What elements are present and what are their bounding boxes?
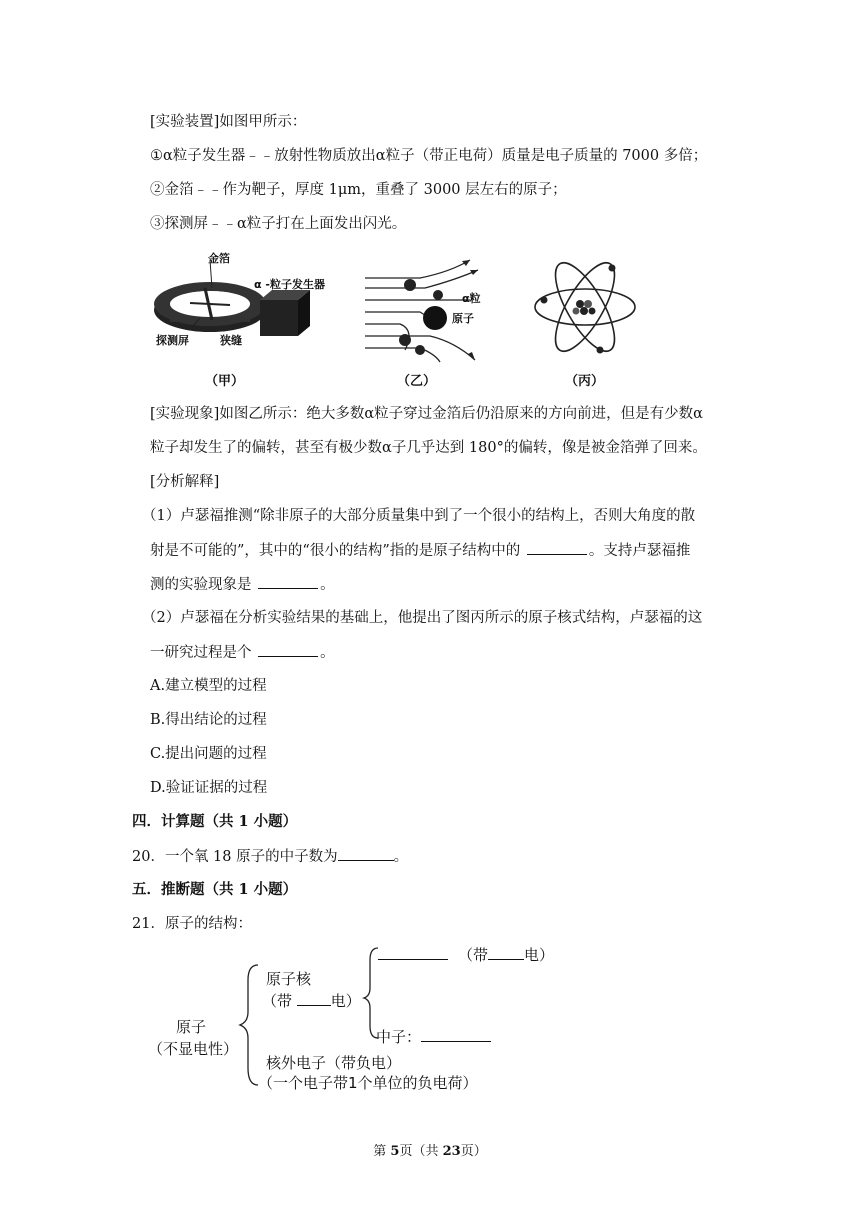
tree-electron-note: （一个电子带1个单位的负电荷） [258, 1074, 478, 1092]
question-20 [132, 846, 408, 867]
label-alpha: α粒 [462, 292, 481, 305]
question-20-text-a: 20．一个氧 18 原子的中子数为 [132, 849, 338, 865]
label-emitter: α -粒子发生器 [254, 278, 325, 291]
tree-atom-note: （不显电性） [148, 1040, 239, 1058]
tree-blank-proton-charge[interactable] [488, 945, 524, 960]
label-slit: 狭缝 [220, 334, 242, 347]
tree-blank-neutron[interactable] [421, 1027, 491, 1042]
tree-atom: 原子 [176, 1018, 207, 1036]
tree-nucleus: 原子核 [266, 970, 312, 988]
question-2-text-b: 。 [320, 645, 335, 661]
question-1-text-c: 测的实验现象是 [150, 577, 257, 593]
section-5-heading: 五．推断题（共 1 小题） [132, 881, 298, 898]
phenomenon-line-2: 粒子却发生了的偏转，甚至有极少数α子几乎达到 180°的偏转，像是被金箔弹了回来。 [150, 440, 707, 456]
tree-nucleus-charge-a: （带 [262, 992, 297, 1010]
figure-jia [150, 248, 350, 368]
question-1-line-3 [150, 574, 335, 595]
footer-text-c: 页） [460, 1144, 487, 1159]
tree-blank-proton-name[interactable] [378, 945, 448, 960]
tree-neutron-label: 中子： [376, 1028, 422, 1046]
question-1-text-d: 。 [320, 577, 335, 593]
setup-item-3: ③探测屏﹣﹣α粒子打在上面发出闪光。 [150, 216, 407, 232]
section-4-heading: 四．计算题（共 1 小题） [132, 813, 298, 830]
scattering-drawing [360, 250, 490, 365]
footer-text-b: 页（共 [399, 1144, 443, 1159]
question-1-text-a: 射是不可能的”，其中的“很小的结构”指的是原子结构中的 [150, 543, 525, 559]
tree-proton [378, 944, 554, 965]
option-d: D.验证证据的过程 [150, 780, 268, 796]
phenomenon-line-1: [实验现象]如图乙所示：绝大多数α粒子穿过金箔后仍沿原来的方向前进，但是有少数α [150, 406, 703, 422]
option-a: A.建立模型的过程 [150, 678, 267, 694]
caption-yi: （乙） [397, 374, 437, 389]
tree-neutron [376, 1026, 491, 1047]
footer-total: 23 [442, 1144, 461, 1159]
answer-blank-2[interactable] [258, 574, 318, 589]
atom-model-drawing [530, 250, 640, 365]
question-1-text-b: 。支持卢瑟福推 [588, 543, 691, 559]
question-1-line-1: （1）卢瑟福推测“除非原子的大部分质量集中到了一个很小的结构上，否则大角度的散 [142, 508, 696, 524]
answer-blank-4[interactable] [338, 846, 394, 861]
footer-text-a: 第 [373, 1144, 391, 1159]
apparatus-drawing [150, 248, 350, 368]
option-b: B.得出结论的过程 [150, 712, 267, 728]
setup-item-2: ②金箔﹣﹣作为靶子，厚度 1μm，重叠了 3000 层左右的原子； [150, 182, 567, 198]
option-c: C.提出问题的过程 [150, 746, 267, 762]
tree-nucleus-charge [262, 990, 361, 1011]
setup-heading: [实验装置]如图甲所示： [150, 114, 307, 130]
question-2-line-2 [150, 642, 335, 663]
footer-page: 5 [390, 1144, 400, 1159]
analysis-heading: [分析解释] [150, 474, 220, 490]
figure-bing [530, 250, 640, 365]
figure-yi [360, 250, 490, 365]
question-2-line-1: （2）卢瑟福在分析实验结果的基础上，他提出了图丙所示的原子核式结构，卢瑟福的这 [142, 610, 703, 626]
caption-bing: （丙） [565, 374, 605, 389]
tree-blank-nucleus[interactable] [297, 991, 331, 1006]
page-footer [0, 1140, 860, 1159]
tree-proton-b: 电） [524, 946, 555, 964]
caption-jia: （甲） [205, 374, 245, 389]
label-screen: 探测屏 [156, 334, 189, 347]
label-atom: 原子 [452, 312, 474, 325]
answer-blank-1[interactable] [527, 540, 587, 555]
tree-nucleus-charge-b: 电） [330, 992, 361, 1010]
answer-blank-3[interactable] [258, 642, 318, 657]
question-2-text-a: 一研究过程是个 [150, 645, 257, 661]
label-gold-foil: 金箔 [208, 252, 230, 265]
question-21: 21．原子的结构： [132, 916, 252, 932]
tree-electron: 核外电子（带负电） [266, 1054, 402, 1072]
tree-proton-a: （带 [458, 946, 489, 964]
setup-item-1: ①α粒子发生器﹣﹣放射性物质放出α粒子（带正电荷）质量是电子质量的 7000 多倍； [150, 148, 708, 164]
question-1-line-2 [150, 540, 690, 561]
question-20-text-b: 。 [393, 849, 409, 865]
